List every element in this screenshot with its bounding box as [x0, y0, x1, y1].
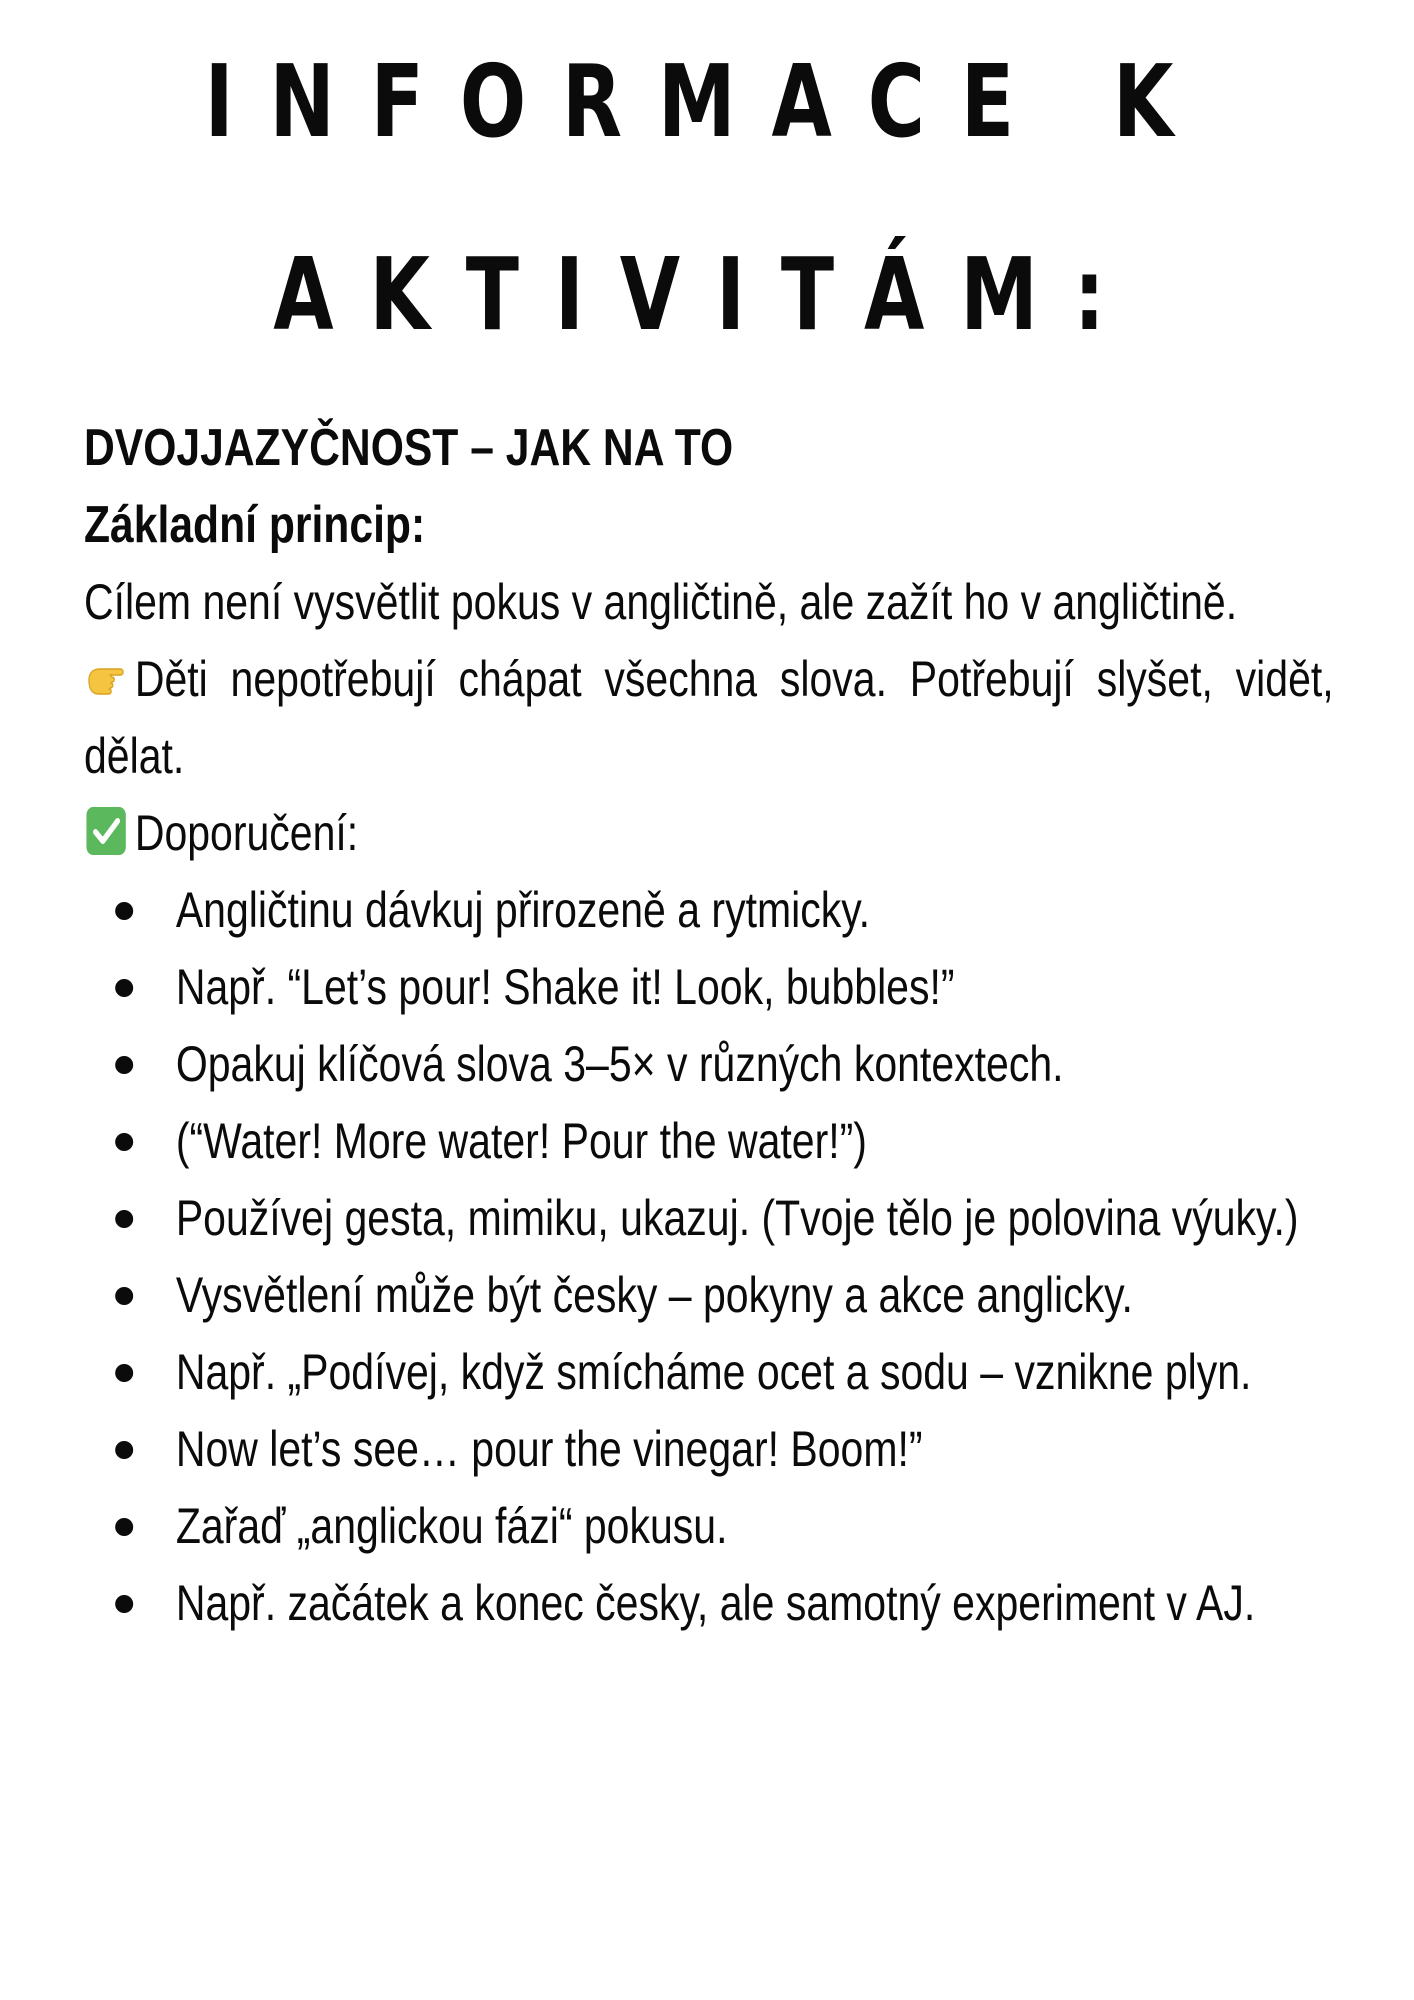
list-item — [84, 1488, 1334, 1565]
bullet-dot — [115, 1518, 133, 1536]
list-item-text: (“Water! More water! Pour the water!”) — [175, 1113, 867, 1169]
recommendation-list — [84, 872, 1334, 1642]
list-item-text: Vysvětlení může být česky – pokyny a akce anglicky. — [175, 1267, 1133, 1323]
list-item-text: Např. „Podívej, když smícháme ocet a sodu – vznikne plyn. — [175, 1344, 1252, 1400]
list-item — [84, 1411, 1334, 1488]
page-title-line-2: AKTIVITÁM: — [273, 236, 1141, 353]
list-item — [84, 1565, 1334, 1642]
bullet-dot — [115, 1364, 133, 1382]
recommend-label: Doporučení: — [134, 805, 359, 861]
list-item — [84, 1334, 1334, 1411]
bullet-dot — [115, 1595, 133, 1613]
page-title-line-1: INFORMACE K — [204, 43, 1210, 160]
pointer-paragraph — [84, 641, 1334, 795]
bullet-dot — [115, 1287, 133, 1305]
list-item — [84, 872, 1334, 949]
content-body — [84, 410, 1334, 1642]
section-subheading: Základní princip: — [84, 496, 426, 554]
bullet-dot — [115, 1210, 133, 1228]
recommend-line — [84, 795, 1334, 872]
pointing-hand-icon — [84, 649, 128, 703]
bullet-dot — [115, 1056, 133, 1074]
list-item — [84, 1180, 1334, 1257]
section-heading: DVOJJAZYČNOST – JAK NA TO — [84, 419, 734, 477]
pointer-text: Děti nepotřebují chápat všechna slova. Potřebují slyšet, vidět, dělat. — [84, 651, 1334, 784]
bullet-dot — [115, 902, 133, 920]
principle-paragraph: Cílem není vysvětlit pokus v angličtině, ale zažít ho v angličtině. — [84, 574, 1238, 630]
list-item-text: Používej gesta, mimiku, ukazuj. (Tvoje tělo je polovina výuky.) — [175, 1190, 1299, 1246]
list-item — [84, 949, 1334, 1026]
bullet-dot — [115, 1133, 133, 1151]
bullet-dot — [115, 979, 133, 997]
list-item — [84, 1103, 1334, 1180]
list-item-text: Např. “Let’s pour! Shake it! Look, bubbles!” — [175, 959, 955, 1015]
list-item-text: Now let’s see… pour the vinegar! Boom!” — [175, 1421, 923, 1477]
list-item — [84, 1026, 1334, 1103]
list-item-text: Zařaď „anglickou fázi“ pokusu. — [175, 1498, 728, 1554]
list-item-text: Angličtinu dávkuj přirozeně a rytmicky. — [175, 882, 871, 938]
list-item-text: Např. začátek a konec česky, ale samotný experiment v AJ. — [175, 1575, 1256, 1631]
bullet-dot — [115, 1441, 133, 1459]
list-item-text: Opakuj klíčová slova 3–5× v různých kontextech. — [175, 1036, 1064, 1092]
check-mark-icon — [84, 803, 128, 857]
list-item — [84, 1257, 1334, 1334]
